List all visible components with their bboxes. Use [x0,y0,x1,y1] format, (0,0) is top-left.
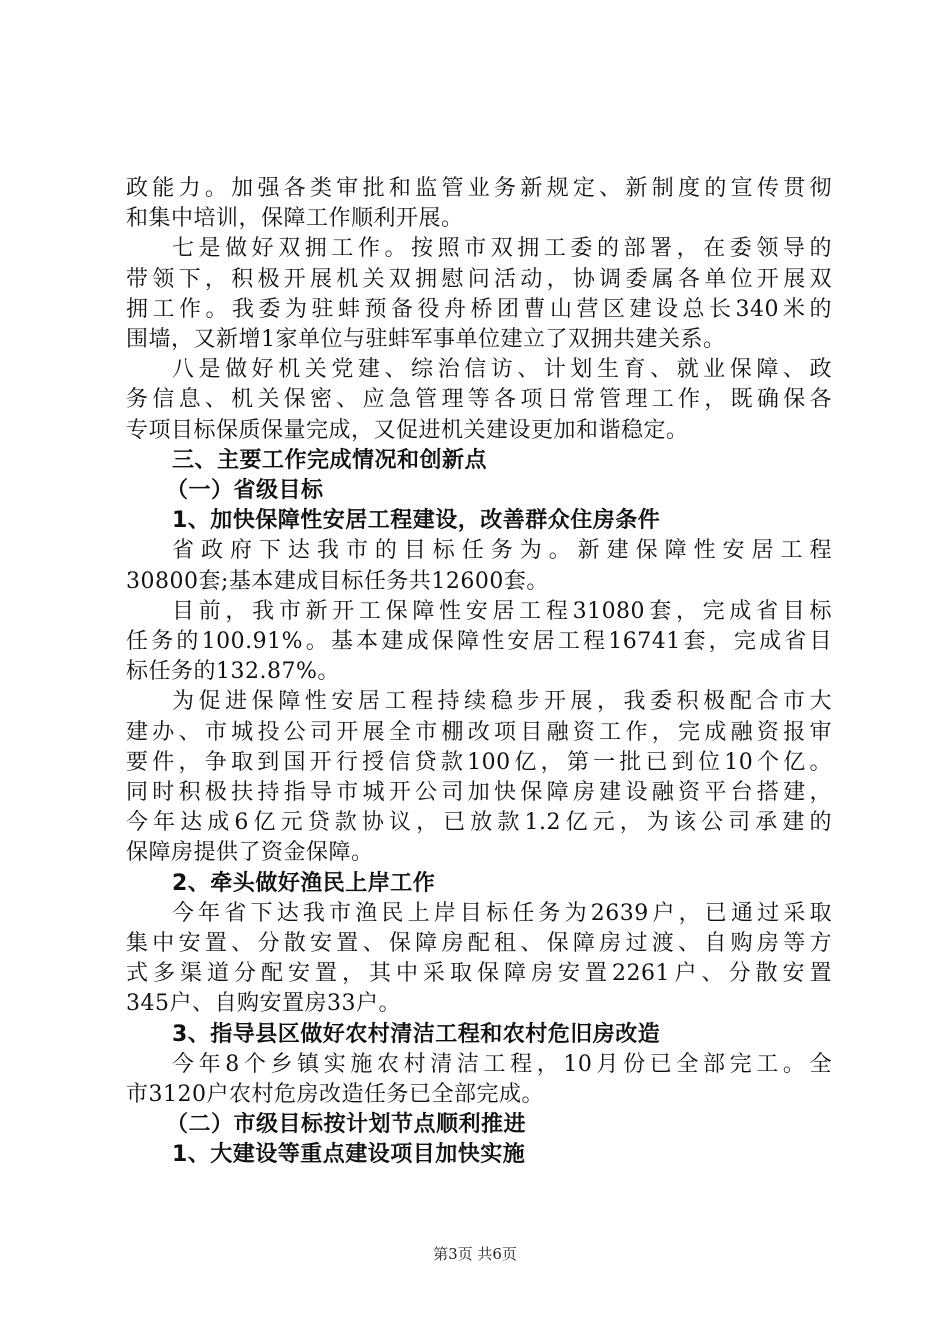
text-line: 任务的100.91%。基本建成保障性安居工程16741套，完成省目 [126,629,832,654]
text-line: 今年省下达我市渔民上岸目标任务为2639户，已通过采取 [172,900,832,926]
text-line: 标任务的132.87%。 [126,659,340,685]
item-heading: 3、指导县区做好农村清洁工程和农村危旧房改造 [172,1021,661,1047]
text-line: 建办、市城投公司开展全市棚改项目融资工作，完成融资报审 [126,719,832,745]
text-line: 同时积极扶持指导市城开公司加快保障房建设融资平台搭建， [126,780,832,805]
text-line: 和集中培训，保障工作顺利开展。 [126,206,464,232]
subsection-heading: （一）省级目标 [166,478,324,503]
text-line: 保障房提供了资金保障。 [126,840,374,866]
item-heading: 2、牵头做好渔民上岸工作 [172,870,436,896]
text-line: 务信息、机关保密、应急管理等各项日常管理工作，既确保各 [126,387,832,413]
item-heading: 1、加快保障性安居工程建设，改善群众住房条件 [172,508,661,534]
text-line: 七是做好双拥工作。按照市双拥工委的部署，在委领导的 [172,236,832,262]
subsection-heading: （二）市级目标按计划节点顺利推进 [166,1112,527,1138]
text-line: 拥工作。我委为驻蚌预备役舟桥团曹山营区建设总长340米的 [126,296,832,322]
text-line: 省政府下达我市的目标任务为。新建保障性安居工程 [172,538,832,564]
text-line: 要件，争取到国开行授信贷款100亿，第一批已到位10个亿。 [126,749,832,775]
text-line: 专项目标保质保量完成，又促进机关建设更加和谐稳定。 [126,417,689,443]
text-line: 带领下，积极开展机关双拥慰问活动，协调委属各单位开展双 [126,266,832,292]
text-line: 30800套;基本建成目标任务共12600套。 [126,568,549,594]
text-line: 八是做好机关党建、综治信访、计划生育、就业保障、政 [172,357,832,383]
item-heading: 1、大建设等重点建设项目加快实施 [172,1142,526,1168]
text-line: 集中安置、分散安置、保障房配租、保障房过渡、自购房等方 [126,931,832,956]
section-heading: 三、主要工作完成情况和创新点 [172,447,488,473]
text-line: 式多渠道分配安置，其中采取保障房安置2261户、分散安置 [126,961,832,987]
text-line: 今年8个乡镇实施农村清洁工程，10月份已全部完工。全 [172,1051,832,1077]
page-footer: 第3页 共6页 [433,1245,517,1263]
text-line: 目前，我市新开工保障性安居工程31080套，完成省目标 [172,598,832,624]
text-line: 市3120户农村危房改造任务已全部完成。 [126,1082,544,1107]
text-line: 为促进保障性安居工程持续稳步开展，我委积极配合市大 [172,689,832,715]
text-line: 围墙，又新增1家单位与驻蚌军事单位建立了双拥共建关系。 [126,327,726,352]
text-line: 今年达成6亿元贷款协议，已放款1.2亿元，为该公司承建的 [126,810,832,836]
text-line: 345户、自购安置房33户。 [126,991,401,1017]
text-line: 政能力。加强各类审批和监管业务新规定、新制度的宣传贯彻 [126,176,832,201]
